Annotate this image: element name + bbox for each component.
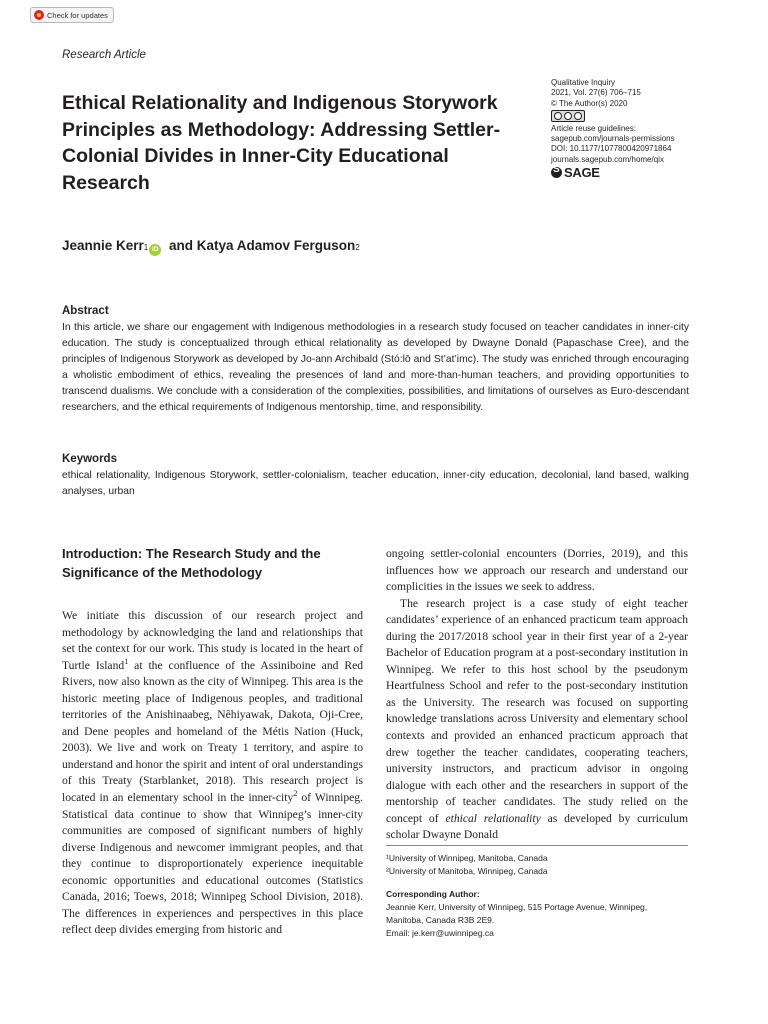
- check-for-updates-label: Check for updates: [47, 10, 108, 20]
- corresponding-author-label: Corresponding Author:: [386, 889, 480, 899]
- body-paragraph: [386, 596, 688, 844]
- author-connector: and: [165, 238, 197, 253]
- abstract-heading: Abstract: [62, 305, 109, 317]
- reuse-guidelines-link[interactable]: sagepub.com/journals-permissions: [551, 134, 675, 144]
- journal-metadata: [551, 78, 721, 178]
- body-column-right: [386, 546, 688, 844]
- sage-logo: [551, 164, 721, 180]
- check-for-updates-button[interactable]: [30, 7, 114, 23]
- orcid-icon[interactable]: iD: [149, 244, 161, 256]
- affiliation-1: ¹University of Winnipeg, Manitoba, Canada: [386, 853, 548, 863]
- footnote-marker[interactable]: 2: [293, 789, 298, 799]
- body-paragraph: [62, 608, 363, 939]
- text-run: at the confluence of the Assiniboine and Red Rivers, now also known as the city of Winnipeg. This area is the historic meeting place of Indigenous peoples, and traditional territories of the Anishinaabeg, Nêhiyawak, Dakota, Oji-Cree, and Dene peoples and homeland of the Métis Nation (Huck, 2003). We live and work on Treaty 1 territory, and aspire to understand and honor the spirit and intent of oral understandings of this Treaty (Starblanket, 2018). This research project is located in an elementary school in the inner-city: [62, 658, 364, 805]
- journal-name: Qualitative Inquiry: [551, 78, 616, 87]
- publisher-name: SAGE: [564, 164, 600, 180]
- article-type: Research Article: [62, 49, 146, 61]
- corresponding-author-address: Manitoba, Canada R3B 2E9.: [386, 915, 495, 925]
- creative-commons-icon[interactable]: [551, 110, 585, 122]
- corresponding-author-address: Jeannie Kerr, University of Winnipeg, 515 Portage Avenue, Winnipeg,: [386, 902, 648, 912]
- journal-home-link[interactable]: journals.sagepub.com/home/qix: [551, 154, 664, 164]
- author-line: Jeannie Kerr 1 iD and Katya Adamov Ferguson 2: [62, 238, 360, 255]
- cc-circle-icon: [554, 112, 562, 120]
- body-column-left: [62, 608, 363, 939]
- keywords-text: ethical relationality, Indigenous Storywork, settler-colonialism, teacher education, inner-city education, decolonial, land based, walking analyses, urban: [62, 470, 689, 497]
- reuse-guidelines-label: Article reuse guidelines:: [551, 123, 636, 133]
- keywords-heading: Keywords: [62, 453, 117, 465]
- crossmark-icon: [34, 10, 44, 20]
- footnotes: [386, 845, 688, 940]
- corresponding-author-email[interactable]: Email: je.kerr@uwinnipeg.ca: [386, 928, 494, 938]
- emphasis-term: ethical relationality: [445, 811, 541, 825]
- footnote-marker[interactable]: 1: [124, 656, 129, 666]
- nc-circle-icon: [574, 112, 582, 120]
- author-name[interactable]: Jeannie Kerr: [62, 238, 144, 253]
- copyright-line: © The Author(s) 2020: [551, 98, 628, 108]
- author-name[interactable]: Katya Adamov Ferguson: [196, 238, 356, 253]
- abstract-text: In this article, we share our engagement with Indigenous methodologies in a research study focused on teacher candidates in inner-city education. The study is conceptualized through ethical relationality as developed by Dwayne Donald (Papaschase Cree), and the principles of Indigenous Storywork as developed by Jo-ann Archibald (Stó:lō and St’at’imc). The study was enriched through encouraging a wholistic embodiment of ethics, revealing the presences of land and more-than-human teachers, and providing opportunities to transcend dualisms. We conclude with a consideration of the complexities, possibilities, and limitations of ourselves as Euro-descendant researchers, and the ethical requirements of Indigenous mentorship, time, and responsibility.: [62, 322, 689, 413]
- text-run: The research project is a case study of eight teacher candidates’ experience of an enhanced practicum team approach during the 2017/2018 school year in their first year of a 2-year Bachelor of Education program at a post-secondary institution in Winnipeg. We refer to this host school by the pseudonym Heartfulness School and refer to the post-secondary institution as the University. The research was focused on supporting knowledge translations across University and elementary school contexts and provided an enhanced practicum approach that drew together the teacher candidates, cooperating teachers, university instructors, and practicum advisor in ongoing dialogue with each other and the researchers in support of the mentorship of teacher candidates. The study relied on the concept of: [386, 596, 688, 825]
- section-heading: Introduction: The Research Study and the Significance of the Methodology: [62, 546, 321, 580]
- text-run: as developed by curriculum scholar Dwayne Donald: [386, 811, 688, 842]
- affiliation-2: ²University of Manitoba, Winnipeg, Canada: [386, 866, 548, 876]
- text-run: We initiate this discussion of our research project and methodology by acknowledging the land and relationships that set the context for our work. This study is located in the heart of Turtle Island: [62, 609, 363, 672]
- by-circle-icon: [564, 112, 572, 120]
- sage-circle-icon: [551, 167, 562, 178]
- text-run: of Winnipeg. Statistical data continue to show that Winnipeg’s inner-city communities are composed of significant numbers of highly diverse Indigenous and newcomer immigrant peoples, and that they continue to disproportionately experience inequitable economic opportunities and educational outcomes (Statistics Canada, 2016; Toews, 2018; Winnipeg School Division, 2018). The differences in experiences and perspectives in this place reflect deep divides emerging from historic and: [62, 791, 363, 937]
- journal-volume: 2021, Vol. 27(6) 706–715: [551, 88, 641, 98]
- body-paragraph: ongoing settler-colonial encounters (Dorries, 2019), and this influences how we approach our research and understand our complicities in the issues we seek to address.: [386, 547, 688, 594]
- article-title: Ethical Relationality and Indigenous Storywork Principles as Methodology: Addressing Settler-Colonial Divides in Inner-City Educational Research: [62, 92, 501, 194]
- doi-link[interactable]: DOI: 10.1177/1077800420971864: [551, 144, 672, 154]
